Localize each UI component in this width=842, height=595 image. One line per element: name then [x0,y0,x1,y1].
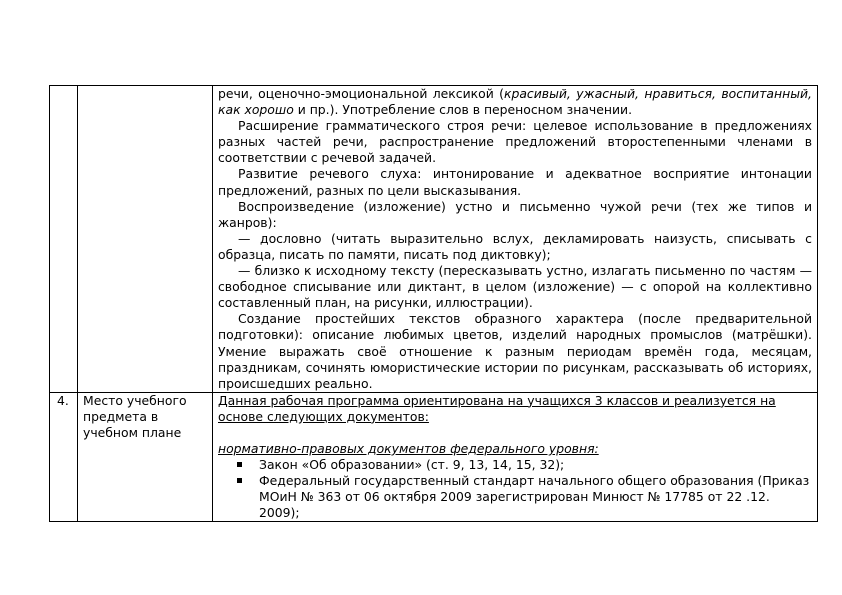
paragraph-vocabulary: речи, оценочно-эмоциональной лексикой (красивый, ужасный, нравиться, воспитанный, как хорошо и пр.). Употребление слов в переносном значении. [218,86,812,118]
square-bullet-icon [237,462,242,467]
list-item: Федеральный государственный стандарт начального общего образования (Приказ МОиН № 363 от 06 октября 2009 зарегистрирован Минюст № 17785 от 22 .12. 2009); [259,473,812,521]
content-cell [213,86,818,393]
subheading: нормативно-правовых документов федерального уровня: [218,440,599,456]
list-item: Закон «Об образовании» (ст. 9, 13, 14, 15, 32); [259,457,812,473]
paragraph-creating-texts: Создание простейших текстов образного характера (после предварительной подготовки): описание любимых цветов, изделий народных промыслов (матрёшки). Умение выражать своё отношение к разным периодам времён года, месяцам, праздникам, сочинять юмористические истории по рисункам, рассказывать об историях, происшедших реально. [218,311,812,391]
intro-text: Данная рабочая программа ориентирована на учащихся 3 классов и реализуется на основе следующих документов: [218,392,776,424]
paragraph-hearing: Развитие речевого слуха: интонирование и адекватное восприятие интонации предложений, разных по цели высказывания. [218,166,812,198]
row-number: 4. [50,392,78,522]
row-title: Место учебного предмета в учебном плане [78,392,213,522]
curriculum-table [49,85,818,522]
content-cell [213,392,818,522]
italic-examples: красивый, ужасный, нравиться, воспитанный, как хорошо [218,86,812,118]
table-row [50,86,818,393]
documents-list [218,457,812,521]
table-row [50,392,818,522]
paragraph-verbatim: — дословно (читать выразительно вслух, декламировать наизусть, списывать с образца, писать по памяти, писать под диктовку); [218,230,812,262]
paragraph-reproduction: Воспроизведение (изложение) устно и письменно чужой речи (тех же типов и жанров): [218,198,812,230]
title-cell-empty [78,86,213,393]
paragraph-grammar: Расширение грамматического строя речи: целевое использование в предложениях разных частей речи, распространение предложений второстепенными членами в соответствии с речевой задачей. [218,118,812,166]
paragraph-close-to-text: — близко к исходному тексту (пересказывать устно, излагать письменно по частям — свободное списывание или диктант, в целом (изложение) — с опорой на коллективно составленный план, на рисунки, иллюстрации). [218,263,812,311]
spacer [218,425,812,441]
number-cell-empty [50,86,78,393]
square-bullet-icon [237,478,242,483]
